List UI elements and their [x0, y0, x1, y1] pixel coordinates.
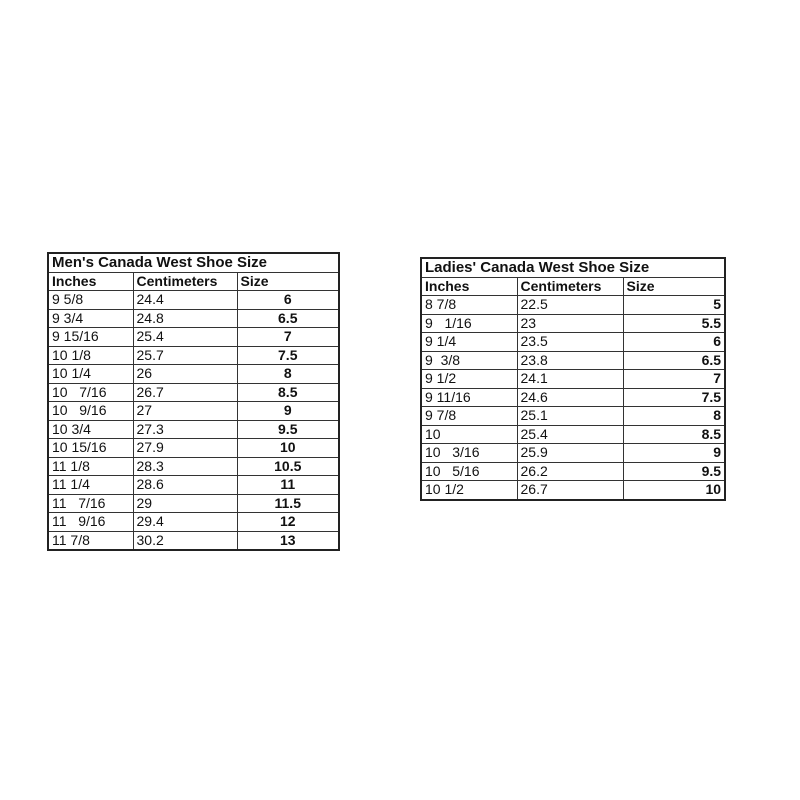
inches-cell: 10	[421, 425, 517, 444]
size-cell: 5.5	[623, 314, 725, 333]
centimeters-cell: 25.7	[133, 346, 237, 365]
table-row	[421, 370, 725, 389]
inches-cell: 10 9/16	[48, 402, 133, 421]
table-row	[421, 351, 725, 370]
ladies-header-centimeters: Centimeters	[517, 277, 623, 296]
size-cell: 8	[623, 407, 725, 426]
inches-cell: 9 7/8	[421, 407, 517, 426]
inches-cell: 10 1/8	[48, 346, 133, 365]
centimeters-cell: 28.6	[133, 476, 237, 495]
inches-cell: 10 1/4	[48, 365, 133, 384]
centimeters-cell: 24.1	[517, 370, 623, 389]
centimeters-cell: 23.5	[517, 333, 623, 352]
table-row	[48, 346, 339, 365]
mens-header-centimeters: Centimeters	[133, 272, 237, 291]
mens-table-title: Men's Canada West Shoe Size	[48, 253, 339, 272]
size-cell: 13	[237, 531, 339, 550]
size-cell: 12	[237, 513, 339, 532]
table-row	[421, 462, 725, 481]
ladies-header-inches: Inches	[421, 277, 517, 296]
table-row	[421, 333, 725, 352]
size-cell: 7	[623, 370, 725, 389]
table-row	[48, 383, 339, 402]
centimeters-cell: 27	[133, 402, 237, 421]
table-row	[421, 296, 725, 315]
size-cell: 9	[623, 444, 725, 463]
inches-cell: 9 1/4	[421, 333, 517, 352]
inches-cell: 9 1/2	[421, 370, 517, 389]
table-row	[421, 444, 725, 463]
table-row	[48, 328, 339, 347]
size-cell: 10	[623, 481, 725, 500]
table-row	[421, 314, 725, 333]
size-cell: 11.5	[237, 494, 339, 513]
inches-cell: 10 15/16	[48, 439, 133, 458]
table-row	[48, 291, 339, 310]
centimeters-cell: 26.2	[517, 462, 623, 481]
centimeters-cell: 25.4	[517, 425, 623, 444]
table-row	[48, 513, 339, 532]
table-row	[48, 365, 339, 384]
inches-cell: 11 9/16	[48, 513, 133, 532]
centimeters-cell: 26	[133, 365, 237, 384]
inches-cell: 11 7/16	[48, 494, 133, 513]
table-row	[48, 439, 339, 458]
inches-cell: 10 1/2	[421, 481, 517, 500]
table-row	[48, 420, 339, 439]
centimeters-cell: 27.3	[133, 420, 237, 439]
centimeters-cell: 23.8	[517, 351, 623, 370]
centimeters-cell: 29	[133, 494, 237, 513]
size-cell: 7.5	[623, 388, 725, 407]
mens-size-table	[47, 252, 340, 551]
ladies-header-size: Size	[623, 277, 725, 296]
table-row	[421, 388, 725, 407]
size-cell: 9	[237, 402, 339, 421]
size-cell: 9.5	[623, 462, 725, 481]
size-cell: 6.5	[237, 309, 339, 328]
inches-cell: 9 3/4	[48, 309, 133, 328]
ladies-size-table	[420, 257, 726, 501]
ladies-table-body	[421, 296, 725, 500]
table-row	[48, 402, 339, 421]
centimeters-cell: 26.7	[517, 481, 623, 500]
centimeters-cell: 22.5	[517, 296, 623, 315]
centimeters-cell: 27.9	[133, 439, 237, 458]
size-cell: 8.5	[623, 425, 725, 444]
inches-cell: 9 3/8	[421, 351, 517, 370]
size-cell: 6	[623, 333, 725, 352]
size-cell: 6	[237, 291, 339, 310]
size-cell: 7	[237, 328, 339, 347]
size-cell: 8.5	[237, 383, 339, 402]
inches-cell: 10 5/16	[421, 462, 517, 481]
table-row	[421, 407, 725, 426]
inches-cell: 10 7/16	[48, 383, 133, 402]
mens-header-inches: Inches	[48, 272, 133, 291]
size-cell: 10.5	[237, 457, 339, 476]
centimeters-cell: 30.2	[133, 531, 237, 550]
size-cell: 10	[237, 439, 339, 458]
size-cell: 6.5	[623, 351, 725, 370]
table-row	[48, 494, 339, 513]
inches-cell: 11 7/8	[48, 531, 133, 550]
inches-cell: 10 3/16	[421, 444, 517, 463]
centimeters-cell: 28.3	[133, 457, 237, 476]
inches-cell: 11 1/8	[48, 457, 133, 476]
size-cell: 5	[623, 296, 725, 315]
inches-cell: 9 11/16	[421, 388, 517, 407]
table-row	[48, 476, 339, 495]
inches-cell: 9 5/8	[48, 291, 133, 310]
centimeters-cell: 25.1	[517, 407, 623, 426]
table-row	[421, 425, 725, 444]
ladies-table-title: Ladies' Canada West Shoe Size	[421, 258, 725, 277]
centimeters-cell: 25.4	[133, 328, 237, 347]
inches-cell: 9 1/16	[421, 314, 517, 333]
size-cell: 7.5	[237, 346, 339, 365]
inches-cell: 11 1/4	[48, 476, 133, 495]
table-row	[48, 457, 339, 476]
size-cell: 9.5	[237, 420, 339, 439]
inches-cell: 8 7/8	[421, 296, 517, 315]
inches-cell: 10 3/4	[48, 420, 133, 439]
inches-cell: 9 15/16	[48, 328, 133, 347]
centimeters-cell: 24.4	[133, 291, 237, 310]
mens-header-size: Size	[237, 272, 339, 291]
centimeters-cell: 23	[517, 314, 623, 333]
centimeters-cell: 25.9	[517, 444, 623, 463]
table-row	[48, 309, 339, 328]
centimeters-cell: 26.7	[133, 383, 237, 402]
centimeters-cell: 29.4	[133, 513, 237, 532]
mens-table-body	[48, 291, 339, 551]
table-row	[421, 481, 725, 500]
size-cell: 11	[237, 476, 339, 495]
size-cell: 8	[237, 365, 339, 384]
centimeters-cell: 24.6	[517, 388, 623, 407]
centimeters-cell: 24.8	[133, 309, 237, 328]
table-row	[48, 531, 339, 550]
